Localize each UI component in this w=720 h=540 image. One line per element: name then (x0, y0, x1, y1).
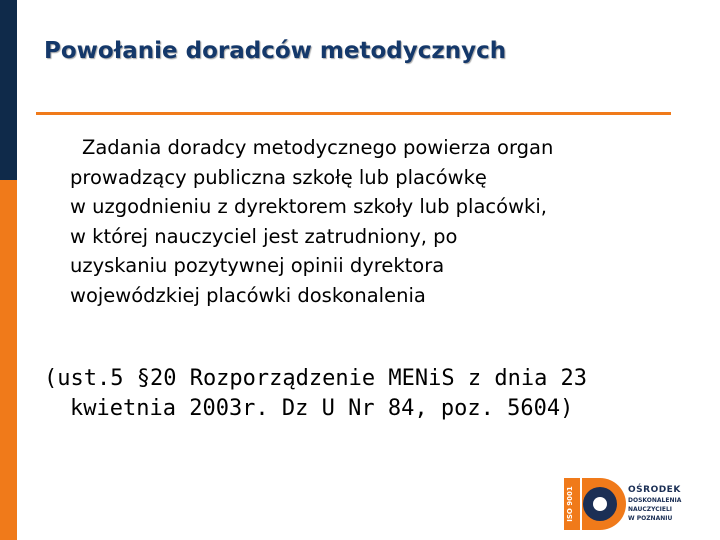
odn-logo (562, 476, 702, 532)
paragraph-line: Zadania doradcy metodycznego powierza organ (82, 136, 554, 159)
paragraph-line: wojewódzkiej placówki doskonalenia (70, 283, 426, 307)
logo-badge-text: ISO 9001 (566, 486, 574, 522)
logo-mark-icon (562, 476, 626, 532)
legal-citation (44, 364, 704, 424)
title-underline (36, 112, 671, 115)
logo-line: NAUCZYCIELI (628, 506, 673, 513)
body-paragraph (46, 133, 686, 310)
logo-line: OŚRODEK (628, 485, 681, 495)
logo-line: DOSKONALENIA (628, 497, 682, 504)
slide-title: Powołanie doradców metodycznych (44, 38, 507, 64)
logo-line: W POZNANIU (628, 515, 673, 522)
citation-line: (ust.5 §20 Rozporządzenie MENiS z dnia 23 (44, 366, 588, 391)
left-bar-orange (0, 180, 17, 540)
left-bar-navy (0, 0, 17, 180)
paragraph-line: prowadzący publiczna szkołę lub placówkę (70, 165, 487, 189)
paragraph-line: w uzgodnieniu z dyrektorem szkoły lub placówki, (70, 195, 547, 218)
citation-line: kwietnia 2003r. Dz U Nr 84, poz. 5604) (70, 396, 574, 421)
paragraph-line: w której nauczyciel jest zatrudniony, po (70, 224, 458, 248)
paragraph-line: uzyskaniu pozytywnej opinii dyrektora (70, 254, 445, 277)
logo-wordmark (628, 485, 681, 523)
